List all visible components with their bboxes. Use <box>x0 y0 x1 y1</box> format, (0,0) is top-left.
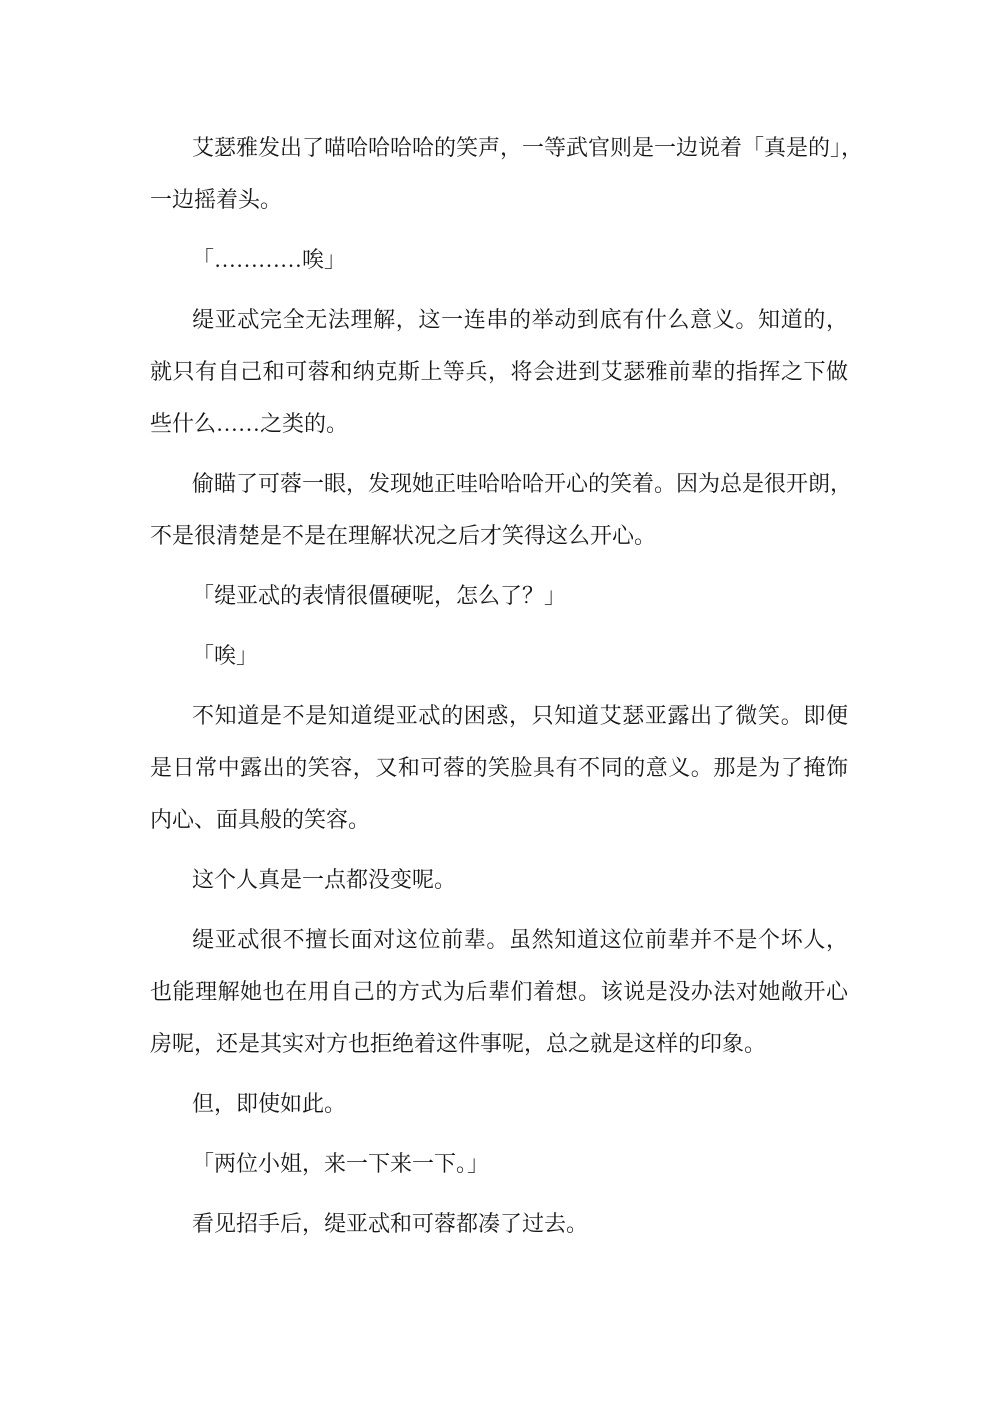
text-line: 就只有自己和可蓉和纳克斯上等兵，将会进到艾瑟雅前辈的指挥之下做 <box>150 359 848 384</box>
text-line: 房呢，还是其实对方也拒绝着这件事呢，总之就是这样的印象。 <box>150 1031 767 1056</box>
text-line: 但，即使如此。 <box>192 1091 347 1116</box>
paragraph-narration <box>150 1198 848 1250</box>
text-line: 一边摇着头。 <box>150 187 283 212</box>
text-line: 偷瞄了可蓉一眼，发现她正哇哈哈哈开心的笑着。因为总是很开朗， <box>192 471 853 496</box>
paragraph-dialogue <box>150 1138 848 1190</box>
text-line: 也能理解她也在用自己的方式为后辈们着想。该说是没办法对她敞开心 <box>150 979 848 1004</box>
document-page <box>150 122 864 1258</box>
text-line: 不知道是不是知道缇亚忒的困惑，只知道艾瑟亚露出了微笑。即便 <box>192 703 848 728</box>
paragraph-dialogue <box>150 630 848 682</box>
paragraph-narration <box>150 458 853 562</box>
text-line: 艾瑟雅发出了喵哈哈哈哈的笑声，一等武官则是一边说着「真是的」， <box>192 135 864 160</box>
text-line: 「…………唉」 <box>192 247 347 272</box>
paragraph-dialogue <box>150 570 848 622</box>
paragraph-narration <box>150 854 848 906</box>
text-line: 些什么……之类的。 <box>150 411 349 436</box>
paragraph-narration <box>150 914 848 1070</box>
text-line: 不是很清楚是不是在理解状况之后才笑得这么开心。 <box>150 523 657 548</box>
text-line: 「唉」 <box>192 643 259 668</box>
text-line: 是日常中露出的笑容，又和可蓉的笑脸具有不同的意义。那是为了掩饰 <box>150 755 848 780</box>
text-line: 缇亚忒很不擅长面对这位前辈。虽然知道这位前辈并不是个坏人， <box>192 927 848 952</box>
text-line: 这个人真是一点都没变呢。 <box>192 867 457 892</box>
text-line: 「两位小姐，来一下来一下。」 <box>192 1151 490 1176</box>
text-line: 「缇亚忒的表情很僵硬呢，怎么了？」 <box>192 583 567 608</box>
paragraph-narration <box>150 294 848 450</box>
paragraph-narration <box>150 122 864 226</box>
paragraph-dialogue <box>150 234 848 286</box>
text-line: 看见招手后，缇亚忒和可蓉都凑了过去。 <box>192 1211 589 1236</box>
paragraph-narration <box>150 1078 848 1130</box>
paragraph-narration <box>150 690 848 846</box>
text-line: 内心、面具般的笑容。 <box>150 807 371 832</box>
text-line: 缇亚忒完全无法理解，这一连串的举动到底有什么意义。知道的， <box>192 307 848 332</box>
